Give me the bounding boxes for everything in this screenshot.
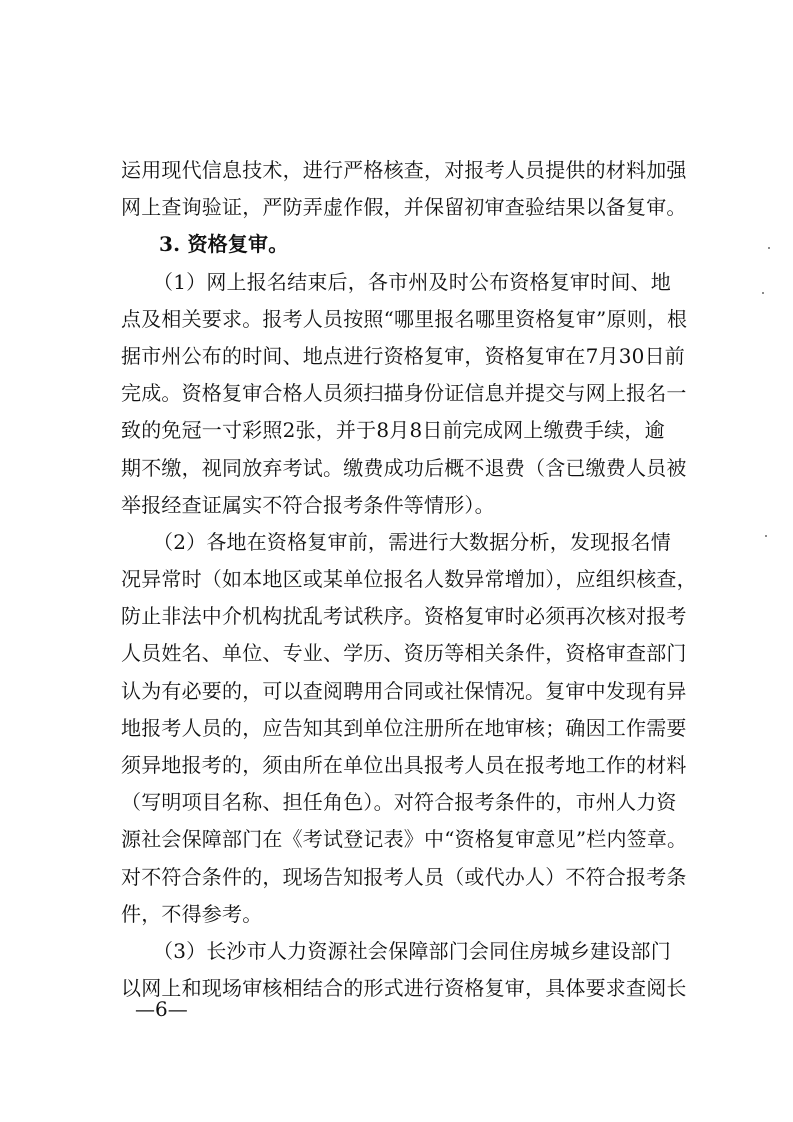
document-body — [113, 152, 703, 1007]
body-line: 点及相关要求。报考人员按照“哪里报名哪里资格复审”原则，根 — [121, 306, 688, 331]
paragraph-first-line: （3）长沙市人力资源社会保障部门会同住房城乡建设部门 — [153, 938, 671, 963]
paragraph-first-line: （1）网上报名结束后，各市州及时公布资格复审时间、地 — [153, 269, 671, 294]
body-line: 地报考人员的，应告知其到单位注册所在地审核；确因工作需要 — [121, 715, 687, 740]
body-line: 对不符合条件的，现场告知报考人员（或代办人）不符合报考条 — [121, 864, 687, 889]
body-line: 况异常时（如本地区或某单位报名人数异常增加），应组织核查， — [121, 567, 697, 592]
body-line: 人员姓名、单位、专业、学历、资历等相关条件，资格审查部门 — [121, 641, 687, 666]
body-line: 以网上和现场审核相结合的形式进行资格复审，具体要求查阅长 — [121, 976, 687, 1001]
body-line: 认为有必要的，可以查阅聘用合同或社保情况。复审中发现有异 — [121, 678, 687, 703]
body-line: 据市州公布的时间、地点进行资格复审，资格复审在7月30日前 — [121, 343, 685, 368]
body-line: 举报经查证属实不符合报考条件等情形）。 — [121, 492, 495, 517]
body-line: （写明项目名称、担任角色）。对符合报考条件的，市州人力资 — [121, 790, 677, 815]
page-number: —6— — [135, 997, 188, 1021]
body-line: 期不缴，视同放弃考试。缴费成功后概不退费（含已缴费人员被 — [121, 455, 687, 480]
scan-speck — [762, 292, 764, 294]
body-line: 致的免冠一寸彩照2张，并于8月8日前完成网上缴费手续，逾 — [121, 418, 665, 443]
body-line: 件，不得参考。 — [121, 901, 263, 926]
body-line: 源社会保障部门在《考试登记表》中“资格复审意见”栏内签章。 — [121, 827, 688, 852]
scan-speck — [765, 535, 767, 537]
body-line: 网上查询验证，严防弄虚作假，并保留初审查验结果以备复审。 — [121, 195, 687, 220]
scan-speck — [768, 247, 770, 249]
body-line: 完成。资格复审合格人员须扫描身份证信息并提交与网上报名一 — [121, 381, 687, 406]
body-line: 须异地报考的，须由所在单位出具报考人员在报考地工作的材料 — [121, 753, 687, 777]
body-line: 防止非法中介机构扰乱考试秩序。资格复审时必须再次核对报考 — [121, 604, 687, 629]
paragraph-first-line: （2）各地在资格复审前，需进行大数据分析，发现报名情 — [153, 529, 671, 554]
body-line: 运用现代信息技术，进行严格核查，对报考人员提供的材料加强 — [121, 158, 687, 182]
section-heading: 3. 资格复审。 — [159, 232, 289, 257]
